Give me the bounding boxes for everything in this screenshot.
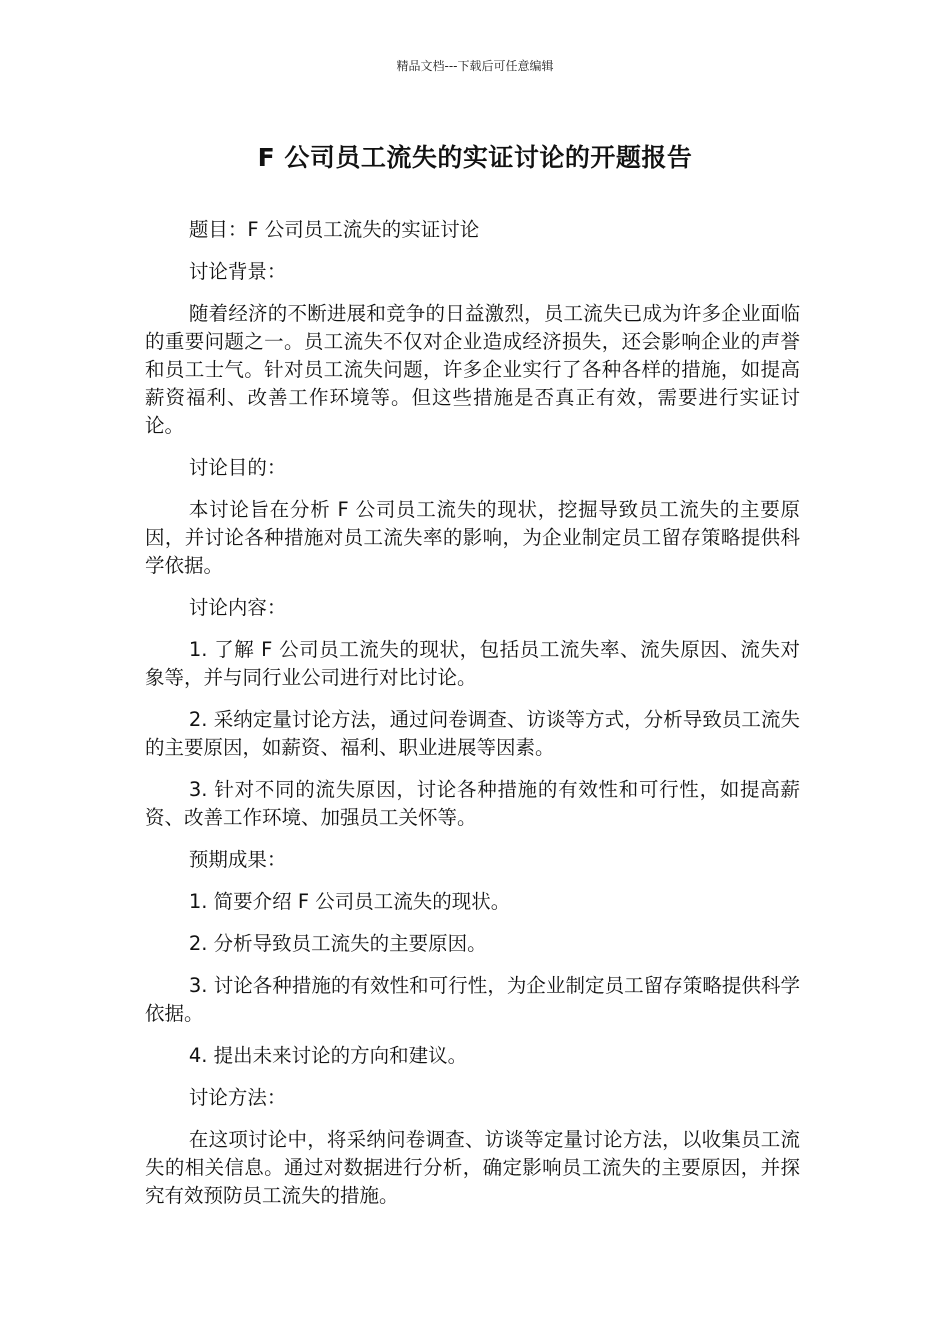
content-item-1: 1. 了解 F 公司员工流失的现状，包括员工流失率、流失原因、流失对象等，并与同行业公司进行对比讨论。: [145, 638, 800, 689]
method-paragraph: 在这项讨论中，将采纳问卷调查、访谈等定量讨论方法，以收集员工流失的相关信息。通过对数据进行分析，确定影响员工流失的主要原因，并探究有效预防员工流失的措施。: [145, 1128, 800, 1207]
section-heading-method: 讨论方法：: [188, 1086, 287, 1109]
section-heading-content: 讨论内容：: [188, 596, 287, 619]
outcome-item-2: 2. 分析导致员工流失的主要原因。: [188, 932, 487, 955]
document-body: [145, 216, 800, 1224]
content-item-3: 3. 针对不同的流失原因，讨论各种措施的有效性和可行性，如提高薪资、改善工作环境、加强员工关怀等。: [145, 778, 800, 829]
section-heading-purpose: 讨论目的：: [188, 456, 287, 479]
outcome-item-3: 3. 讨论各种措施的有效性和可行性，为企业制定员工留存策略提供科学依据。: [145, 974, 800, 1025]
outcome-item-1: 1. 简要介绍 F 公司员工流失的现状。: [188, 890, 511, 913]
topic-line: 题目：F 公司员工流失的实证讨论: [188, 218, 480, 241]
section-heading-background: 讨论背景：: [188, 260, 287, 283]
document-title: F 公司员工流失的实证讨论的开题报告: [257, 143, 693, 172]
page-header: 精品文档---下载后可任意编辑: [396, 59, 554, 73]
background-paragraph: 随着经济的不断进展和竞争的日益激烈，员工流失已成为许多企业面临的重要问题之一。员工流失不仅对企业造成经济损失，还会影响企业的声誉和员工士气。针对员工流失问题，许多企业实行了各种各样的措施，如提高薪资福利、改善工作环境等。但这些措施是否真正有效，需要进行实证讨论。: [145, 302, 800, 437]
purpose-paragraph: 本讨论旨在分析 F 公司员工流失的现状，挖掘导致员工流失的主要原因，并讨论各种措施对员工流失率的影响，为企业制定员工留存策略提供科学依据。: [145, 498, 800, 577]
content-item-2: 2. 采纳定量讨论方法，通过问卷调查、访谈等方式，分析导致员工流失的主要原因，如薪资、福利、职业进展等因素。: [145, 708, 800, 759]
section-heading-outcomes: 预期成果：: [188, 848, 287, 871]
outcome-item-4: 4. 提出未来讨论的方向和建议。: [188, 1044, 468, 1067]
